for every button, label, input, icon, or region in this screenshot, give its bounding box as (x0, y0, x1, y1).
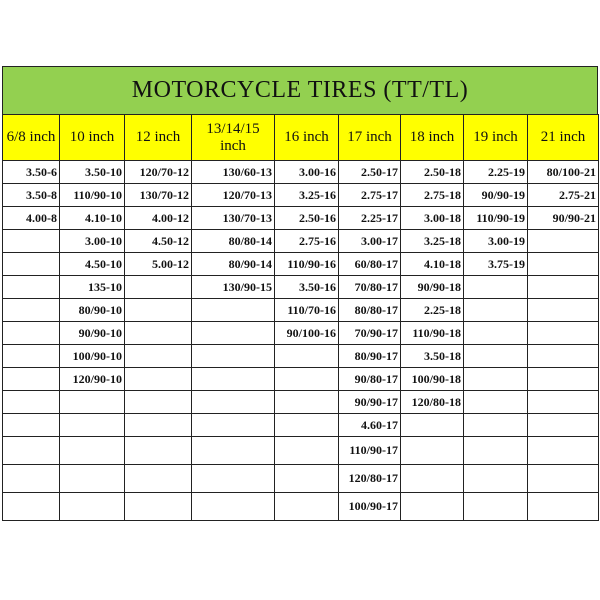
tire-size-cell (192, 465, 275, 493)
table-row (3, 276, 599, 299)
sheet-title: MOTORCYCLE TIRES (TT/TL) (2, 66, 598, 114)
tire-size-cell (464, 299, 528, 322)
tire-size-cell (3, 391, 60, 414)
tire-size-cell: 2.25-17 (339, 207, 401, 230)
tire-size-cell (125, 414, 192, 437)
tire-size-cell: 3.50-16 (275, 276, 339, 299)
tire-size-cell (528, 230, 599, 253)
tire-size-cell (528, 391, 599, 414)
tire-size-cell (464, 414, 528, 437)
tire-size-cell: 3.00-17 (339, 230, 401, 253)
tire-size-cell (3, 276, 60, 299)
column-header: 19 inch (464, 115, 528, 161)
tire-size-cell: 120/80-17 (339, 465, 401, 493)
tire-size-cell: 2.75-21 (528, 184, 599, 207)
table-row (3, 161, 599, 184)
tire-size-cell (528, 322, 599, 345)
tire-size-cell: 3.00-16 (275, 161, 339, 184)
tire-size-cell: 2.75-18 (401, 184, 464, 207)
tire-size-cell (275, 465, 339, 493)
tire-size-cell: 90/90-17 (339, 391, 401, 414)
tire-size-cell (192, 437, 275, 465)
tire-size-table (2, 114, 599, 521)
tire-size-cell: 3.50-10 (60, 161, 125, 184)
tire-size-cell (528, 437, 599, 465)
tire-size-cell: 2.50-16 (275, 207, 339, 230)
table-row (3, 414, 599, 437)
tire-size-cell: 80/80-14 (192, 230, 275, 253)
tire-size-cell (401, 493, 464, 521)
tire-size-cell: 2.25-19 (464, 161, 528, 184)
tire-size-cell: 4.50-10 (60, 253, 125, 276)
tire-size-cell: 100/90-10 (60, 345, 125, 368)
tire-size-cell (275, 493, 339, 521)
tire-size-cell (3, 493, 60, 521)
tire-size-cell: 130/70-13 (192, 207, 275, 230)
tire-size-cell (528, 345, 599, 368)
tire-size-cell: 4.50-12 (125, 230, 192, 253)
tire-size-cell (192, 414, 275, 437)
tire-size-cell (125, 345, 192, 368)
tire-size-cell: 3.25-18 (401, 230, 464, 253)
tire-size-cell (401, 465, 464, 493)
tire-size-cell (60, 414, 125, 437)
tire-size-cell (3, 437, 60, 465)
tire-size-cell: 4.00-8 (3, 207, 60, 230)
tire-size-cell: 4.10-18 (401, 253, 464, 276)
tire-size-cell (125, 368, 192, 391)
tire-size-cell: 120/70-12 (125, 161, 192, 184)
tire-size-cell (464, 368, 528, 391)
tire-size-cell (464, 465, 528, 493)
tire-size-cell: 100/90-18 (401, 368, 464, 391)
tire-size-cell: 80/90-10 (60, 299, 125, 322)
tire-size-cell: 70/90-17 (339, 322, 401, 345)
tire-size-cell (125, 437, 192, 465)
tire-size-cell (125, 322, 192, 345)
tire-size-cell (192, 299, 275, 322)
tire-size-cell (3, 253, 60, 276)
tire-size-cell (3, 299, 60, 322)
tire-size-cell: 130/70-12 (125, 184, 192, 207)
tire-size-cell: 90/90-10 (60, 322, 125, 345)
tire-size-cell: 2.75-17 (339, 184, 401, 207)
tire-size-cell (60, 465, 125, 493)
tire-size-sheet (2, 66, 598, 521)
tire-size-cell: 100/90-17 (339, 493, 401, 521)
table-row (3, 230, 599, 253)
tire-size-cell: 80/80-17 (339, 299, 401, 322)
tire-size-cell (275, 391, 339, 414)
tire-size-cell (192, 345, 275, 368)
tire-size-cell (125, 276, 192, 299)
tire-size-cell (60, 391, 125, 414)
table-row (3, 322, 599, 345)
column-header: 6/8 inch (3, 115, 60, 161)
tire-size-cell (192, 368, 275, 391)
tire-size-cell: 135-10 (60, 276, 125, 299)
tire-size-cell: 110/90-19 (464, 207, 528, 230)
tire-size-cell (464, 345, 528, 368)
tire-size-cell (125, 465, 192, 493)
tire-size-cell (3, 368, 60, 391)
header-row (3, 115, 599, 161)
column-header: 21 inch (528, 115, 599, 161)
tire-size-cell: 80/90-14 (192, 253, 275, 276)
table-row (3, 299, 599, 322)
tire-size-cell: 2.50-18 (401, 161, 464, 184)
tire-size-cell: 130/90-15 (192, 276, 275, 299)
tire-size-cell (125, 493, 192, 521)
tire-size-cell: 90/80-17 (339, 368, 401, 391)
tire-size-cell (125, 299, 192, 322)
tire-size-cell (3, 465, 60, 493)
tire-size-cell: 4.60-17 (339, 414, 401, 437)
tire-size-cell (60, 493, 125, 521)
column-header: 17 inch (339, 115, 401, 161)
tire-size-cell: 2.50-17 (339, 161, 401, 184)
tire-size-cell: 3.00-19 (464, 230, 528, 253)
column-header: 12 inch (125, 115, 192, 161)
table-row (3, 465, 599, 493)
column-header: 10 inch (60, 115, 125, 161)
tire-size-cell: 80/90-17 (339, 345, 401, 368)
tire-size-cell (401, 414, 464, 437)
tire-size-cell (528, 493, 599, 521)
table-row (3, 253, 599, 276)
tire-size-cell (464, 322, 528, 345)
tire-size-cell (464, 276, 528, 299)
tire-size-cell (275, 368, 339, 391)
table-row (3, 493, 599, 521)
tire-size-cell: 120/70-13 (192, 184, 275, 207)
tire-size-cell: 2.25-18 (401, 299, 464, 322)
table-body (3, 161, 599, 521)
tire-size-cell (528, 299, 599, 322)
tire-size-cell: 3.50-18 (401, 345, 464, 368)
tire-size-cell: 4.00-12 (125, 207, 192, 230)
tire-size-cell (192, 493, 275, 521)
tire-size-cell: 3.50-6 (3, 161, 60, 184)
column-header: 16 inch (275, 115, 339, 161)
column-header: 13/14/15 inch (192, 115, 275, 161)
tire-size-cell (528, 253, 599, 276)
tire-size-cell: 3.75-19 (464, 253, 528, 276)
tire-size-cell (401, 437, 464, 465)
tire-size-cell (3, 322, 60, 345)
tire-size-cell (275, 414, 339, 437)
tire-size-cell (528, 414, 599, 437)
tire-size-cell: 130/60-13 (192, 161, 275, 184)
tire-size-cell (60, 437, 125, 465)
tire-size-cell (464, 437, 528, 465)
tire-size-cell: 110/90-16 (275, 253, 339, 276)
tire-size-cell (125, 391, 192, 414)
table-row (3, 368, 599, 391)
tire-size-cell: 120/80-18 (401, 391, 464, 414)
tire-size-cell: 110/90-17 (339, 437, 401, 465)
table-row (3, 345, 599, 368)
tire-size-cell: 5.00-12 (125, 253, 192, 276)
tire-size-cell (464, 391, 528, 414)
tire-size-cell: 70/80-17 (339, 276, 401, 299)
tire-size-cell: 3.00-18 (401, 207, 464, 230)
tire-size-cell (528, 276, 599, 299)
tire-size-cell: 90/100-16 (275, 322, 339, 345)
tire-size-cell: 120/90-10 (60, 368, 125, 391)
tire-size-cell: 3.00-10 (60, 230, 125, 253)
tire-size-cell: 90/90-19 (464, 184, 528, 207)
tire-size-cell (528, 465, 599, 493)
tire-size-cell (3, 230, 60, 253)
tire-size-cell: 2.75-16 (275, 230, 339, 253)
tire-size-cell (192, 391, 275, 414)
table-row (3, 391, 599, 414)
tire-size-cell (528, 368, 599, 391)
tire-size-cell: 110/90-10 (60, 184, 125, 207)
tire-size-cell (3, 345, 60, 368)
tire-size-cell: 60/80-17 (339, 253, 401, 276)
tire-size-cell: 3.25-16 (275, 184, 339, 207)
tire-size-cell: 4.10-10 (60, 207, 125, 230)
column-header: 18 inch (401, 115, 464, 161)
table-row (3, 437, 599, 465)
tire-size-cell (3, 414, 60, 437)
tire-size-cell (464, 493, 528, 521)
table-row (3, 184, 599, 207)
tire-size-cell (275, 345, 339, 368)
tire-size-cell (275, 437, 339, 465)
tire-size-cell: 110/70-16 (275, 299, 339, 322)
tire-size-cell: 110/90-18 (401, 322, 464, 345)
table-row (3, 207, 599, 230)
tire-size-cell: 90/90-21 (528, 207, 599, 230)
tire-size-cell: 80/100-21 (528, 161, 599, 184)
tire-size-cell (192, 322, 275, 345)
tire-size-cell: 90/90-18 (401, 276, 464, 299)
tire-size-cell: 3.50-8 (3, 184, 60, 207)
